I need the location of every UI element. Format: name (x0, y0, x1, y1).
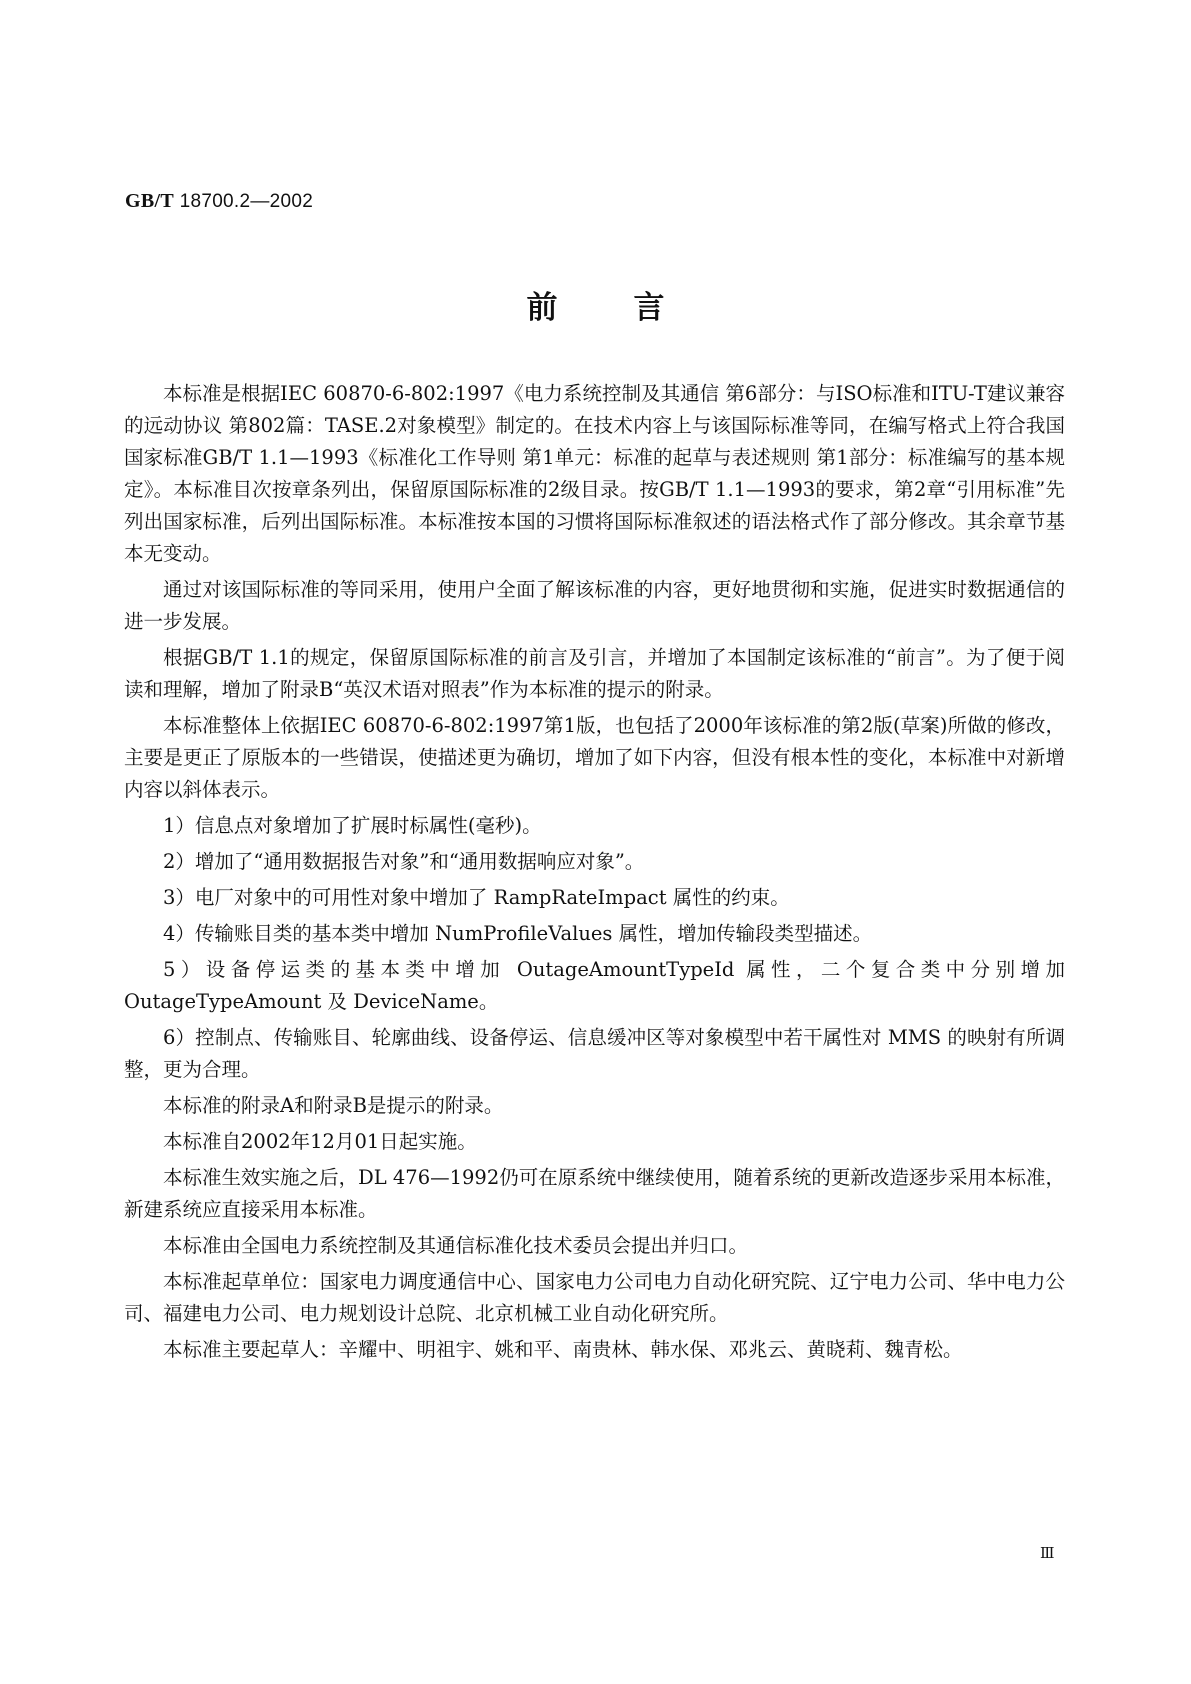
standard-code (125, 190, 313, 213)
paragraph-gbt-rules: 根据GB/T 1.1的规定，保留原国际标准的前言及引言，并增加了本国制定该标准的“前言”。为了便于阅读和理解，增加了附录B“英汉术语对照表”作为本标准的提示的附录。 (124, 646, 1065, 701)
paragraph-basis: 本标准是根据IEC 60870-6-802:1997《电力系统控制及其通信 第6部分：与ISO标准和ITU-T建议兼容的远动协议 第802篇：TASE.2对象模型》制定的。在技术内容上与该国际标准等同，在编写格式上符合我国国家标准GB/T 1.1—1993《标准化工作导则 第1单元：标准的起草与表述规则 第1部分：标准编写的基本规定》。本标准目次按章条列出，保留原国际标准的2级目录。按GB/T 1.1—1993的要求，第2章“引用标准”先列出国家标准，后列出国际标准。本标准按本国的习惯将国际标准叙述的语法格式作了部分修改。其余章节基本无变动。 (124, 382, 1065, 565)
list-item-2: 2）增加了“通用数据报告对象”和“通用数据响应对象”。 (163, 850, 645, 873)
paragraph-effective-date: 本标准自2002年12月01日起实施。 (163, 1130, 477, 1153)
list-item-5: 5）设备停运类的基本类中增加 OutageAmountTypeId 属性，二个复合类中分别增加 OutageTypeAmount 及 DeviceName。 (124, 958, 1065, 1013)
list-item-3: 3）电厂对象中的可用性对象中增加了 RampRateImpact 属性的约束。 (163, 886, 790, 909)
paragraph-drafters: 本标准主要起草人：辛耀中、明祖宇、姚和平、南贵林、韩水保、邓兆云、黄晓莉、魏青松。 (163, 1338, 963, 1361)
paragraph-edition: 本标准整体上依据IEC 60870-6-802:1997第1版，也包括了2000年该标准的第2版(草案)所做的修改，主要是更正了原版本的一些错误，使描述更为确切，增加了如下内容，但没有根本性的变化，本标准中对新增内容以斜体表示。 (124, 714, 1065, 801)
paragraph-transition: 本标准生效实施之后，DL 476—1992仍可在原系统中继续使用，随着系统的更新改造逐步采用本标准，新建系统应直接采用本标准。 (124, 1166, 1065, 1221)
list-item-1: 1）信息点对象增加了扩展时标属性(毫秒)。 (163, 814, 542, 837)
list-item-6: 6）控制点、传输账目、轮廓曲线、设备停运、信息缓冲区等对象模型中若干属性对 MMS 的映射有所调整，更为合理。 (124, 1026, 1065, 1081)
foreword-body (124, 378, 1065, 1370)
paragraph-drafting-units: 本标准起草单位：国家电力调度通信中心、国家电力公司电力自动化研究院、辽宁电力公司、华中电力公司、福建电力公司、电力规划设计总院、北京机械工业自动化研究所。 (124, 1270, 1065, 1325)
standard-number: 18700.2—2002 (179, 191, 314, 212)
paragraph-committee: 本标准由全国电力系统控制及其通信标准化技术委员会提出并归口。 (163, 1234, 749, 1257)
list-item-4: 4）传输账目类的基本类中增加 NumProfileValues 属性，增加传输段类型描述。 (163, 922, 873, 945)
standard-prefix: GB/T (125, 190, 174, 212)
page-number: Ⅲ (1040, 1546, 1055, 1562)
paragraph-purpose: 通过对该国际标准的等同采用，使用户全面了解该标准的内容，更好地贯彻和实施，促进实时数据通信的进一步发展。 (124, 578, 1065, 633)
page-title: 前言 (526, 290, 741, 326)
paragraph-appendix: 本标准的附录A和附录B是提示的附录。 (163, 1094, 504, 1117)
